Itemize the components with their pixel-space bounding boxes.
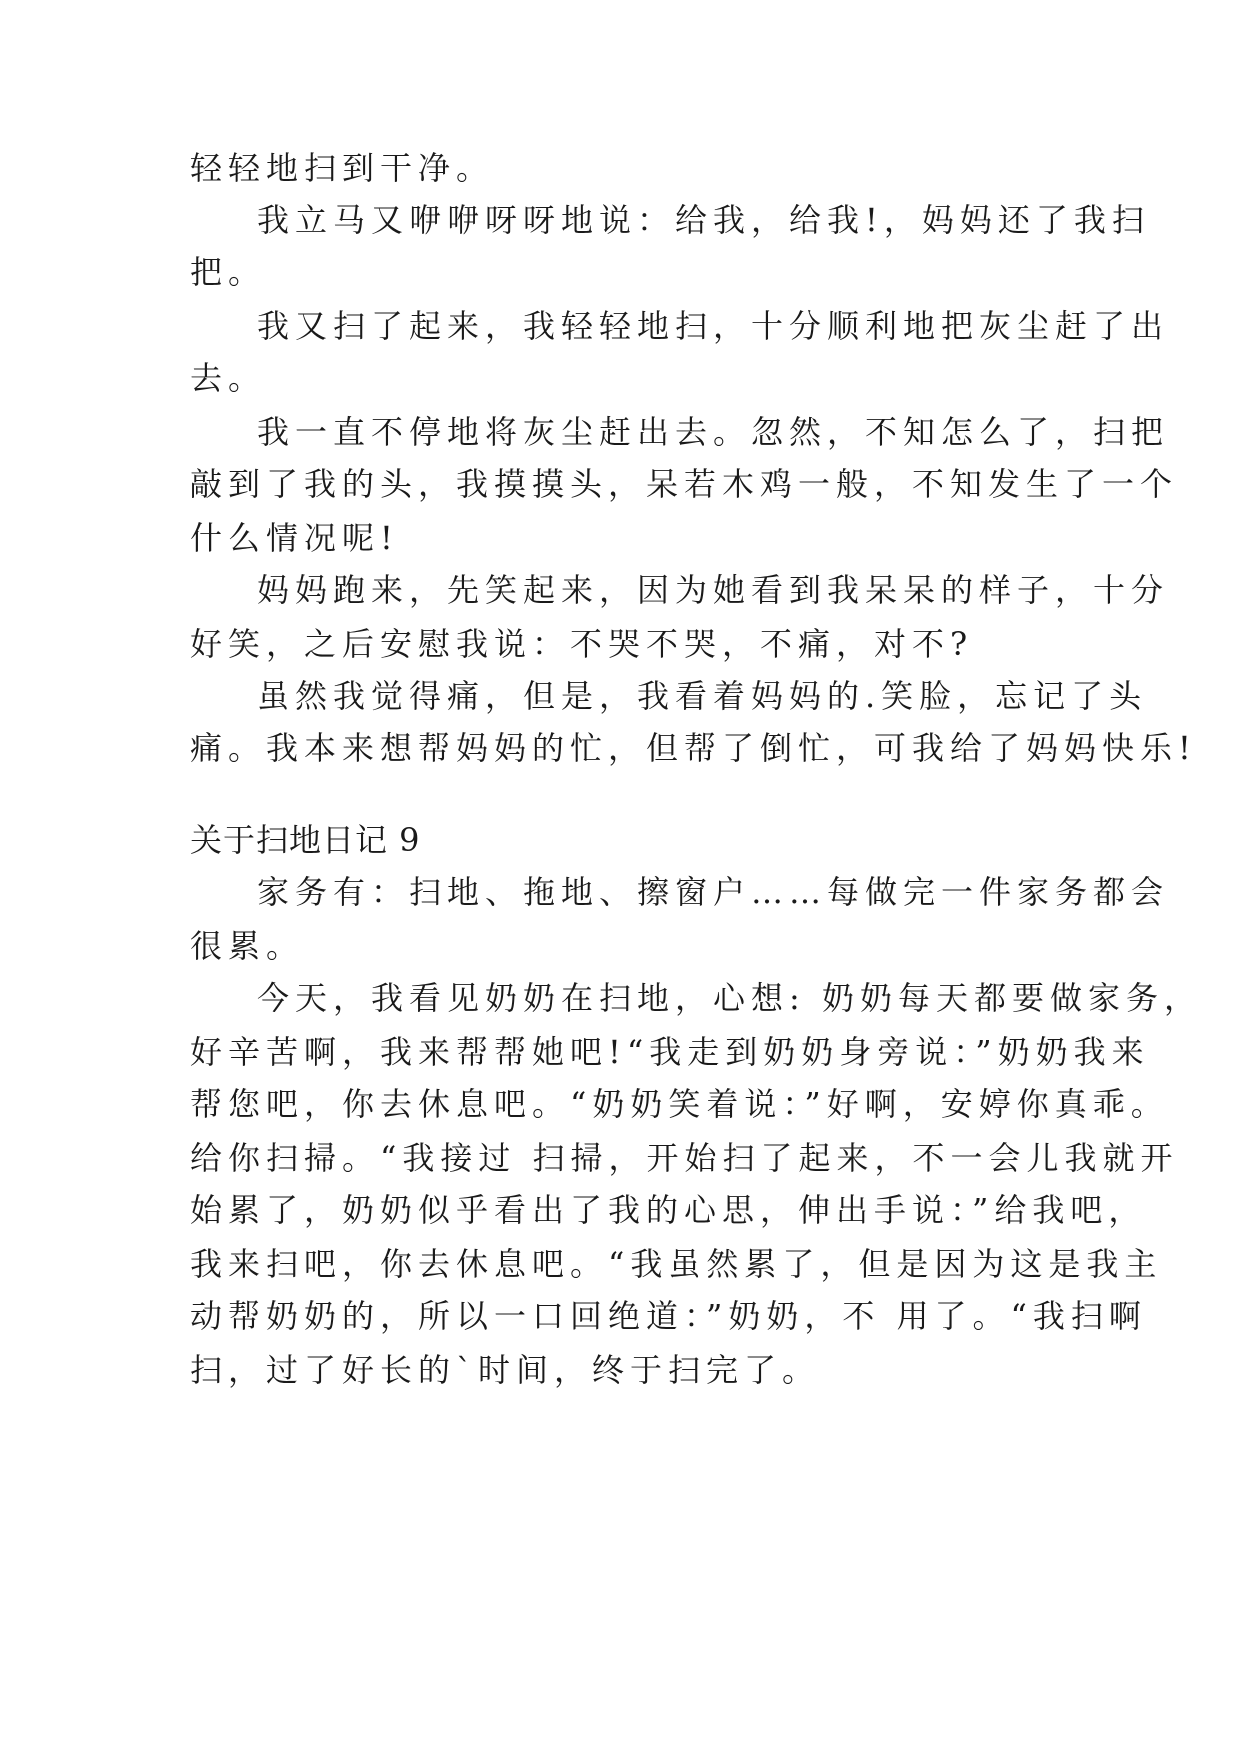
text-line: 我立马又咿咿呀呀地说：给我，给我!，妈妈还了我扫 <box>257 201 1150 239</box>
text-line: 痛。我本来想帮妈妈的忙，但帮了倒忙，可我给了妈妈快乐! <box>190 729 1197 767</box>
text-line: 什么情况呢! <box>190 519 399 557</box>
text-line: 今天，我看见奶奶在扫地，心想: 奶奶每天都要做家务， <box>257 979 1202 1017</box>
text-line: 给你扫掃。“我接过 扫掃，开始扫了起来，不一会儿我就开 <box>190 1139 1179 1177</box>
section-title: 关于扫地日记 9 <box>190 821 421 859</box>
text-line: 敲到了我的头，我摸摸头，呆若木鸡一般，不知发生了一个 <box>190 465 1179 503</box>
text-line: 妈妈跑来，先笑起来，因为她看到我呆呆的样子，十分 <box>257 571 1170 609</box>
text-line: 我一直不停地将灰尘赶出去。忽然，不知怎么了，扫把 <box>257 413 1170 451</box>
text-line: 我又扫了起来，我轻轻地扫，十分顺利地把灰尘赶了出 <box>257 307 1170 345</box>
text-line: 虽然我觉得痛，但是，我看着妈妈的.笑脸，忘记了头 <box>257 677 1148 715</box>
text-line: 很累。 <box>190 927 305 965</box>
text-line: 好笑，之后安慰我说：不哭不哭，不痛，对不? <box>190 625 974 663</box>
text-line: 把。 <box>190 253 267 291</box>
text-line: 轻轻地扫到干净。 <box>190 149 495 187</box>
text-line: 帮您吧，你去休息吧。“奶奶笑着说：”好啊，安婷你真乖。 <box>190 1085 1169 1123</box>
text-line: 家务有：扫地、拖地、擦窗户……每做完一件家务都会 <box>257 873 1170 911</box>
text-line: 始累了，奶奶似乎看出了我的心思，伸出手说：”给我吧， <box>190 1191 1147 1229</box>
text-line: 好辛苦啊，我来帮帮她吧!“我走到奶奶身旁说：”奶奶我来 <box>190 1033 1150 1071</box>
text-line: 去。 <box>190 359 267 397</box>
text-line: 我来扫吧，你去休息吧。“我虽然累了，但是因为这是我主 <box>190 1245 1163 1283</box>
text-line: 动帮奶奶的，所以一口回绝道：”奶奶，不 用了。“我扫啊 <box>190 1297 1147 1335</box>
text-line: 扫，过了好长的`时间，终于扫完了。 <box>190 1351 821 1389</box>
